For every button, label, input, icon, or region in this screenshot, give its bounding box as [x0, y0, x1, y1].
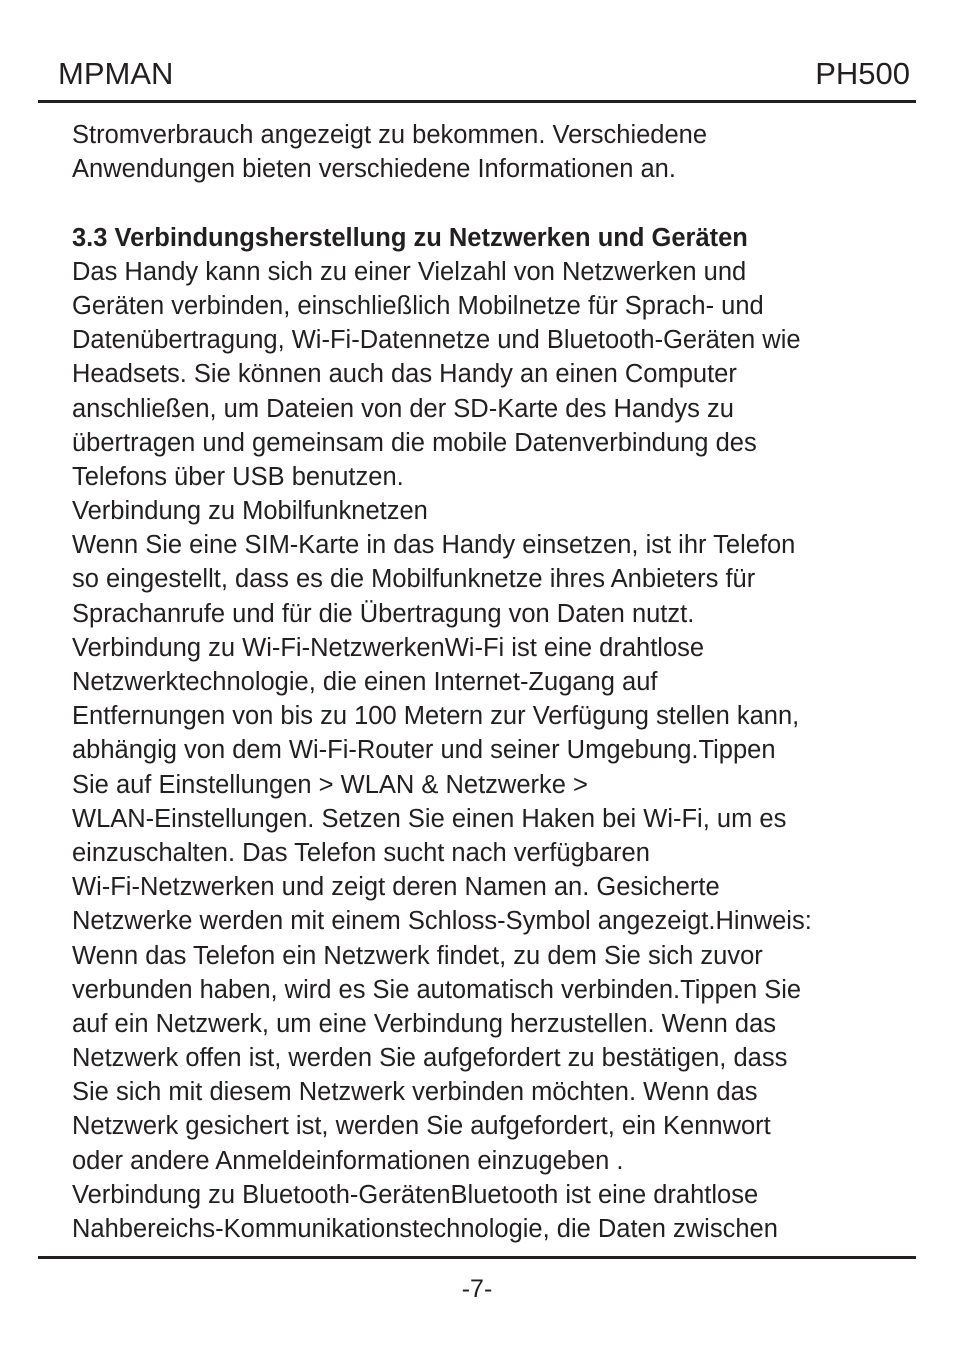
- body-line: einzuschalten. Das Telefon sucht nach verfügbaren: [72, 838, 650, 867]
- body-line: Sprachanrufe und für die Übertragung von Daten nutzt.: [72, 599, 695, 628]
- section-heading: 3.3 Verbindungsherstellung zu Netzwerken und Geräten: [72, 223, 748, 252]
- page-header: [38, 50, 916, 103]
- body-line: Netzwerke werden mit einem Schloss-Symbol angezeigt.Hinweis:: [72, 907, 812, 936]
- body-line: Netzwerk gesichert ist, werden Sie aufgefordert, ein Kennwort: [72, 1112, 771, 1141]
- model-name: PH500: [815, 56, 910, 91]
- body-line: abhängig von dem Wi-Fi-Router und seiner Umgebung.Tippen: [72, 736, 776, 765]
- body-line: Geräten verbinden, einschließlich Mobilnetze für Sprach- und: [72, 291, 764, 320]
- body-line: Verbindung zu Mobilfunknetzen: [72, 497, 428, 526]
- body-line: Anwendungen bieten verschiedene Informationen an.: [72, 155, 676, 184]
- body-line: Netzwerktechnologie, die einen Internet-Zugang auf: [72, 668, 658, 696]
- page-number: -7-: [461, 1275, 493, 1303]
- body-line: so eingestellt, dass es die Mobilfunknetze ihres Anbieters für: [72, 565, 756, 594]
- brand-name: MPMAN: [58, 56, 174, 91]
- body-line: oder andere Anmeldeinformationen einzugeben .: [72, 1146, 624, 1175]
- paragraph-spacer: [72, 186, 902, 220]
- body-line: übertragen und gemeinsam die mobile Datenverbindung des: [72, 428, 757, 457]
- body-line: Datenübertragung, Wi-Fi-Datennetze und Bluetooth-Geräten wie: [72, 326, 801, 355]
- body-line: auf ein Netzwerk, um eine Verbindung herzustellen. Wenn das: [72, 1009, 777, 1038]
- body-line: Telefons über USB benutzen.: [72, 462, 404, 491]
- body-line: Nahbereichs-Kommunikationstechnologie, die Daten zwischen: [72, 1215, 778, 1243]
- body-line: Wenn das Telefon ein Netzwerk findet, zu dem Sie sich zuvor: [72, 941, 763, 970]
- body-line: Verbindung zu Bluetooth-GerätenBluetooth ist eine drahtlose: [72, 1180, 759, 1209]
- body-line: Verbindung zu Wi-Fi-NetzwerkenWi-Fi ist eine drahtlose: [72, 633, 705, 662]
- body-line: Das Handy kann sich zu einer Vielzahl von Netzwerken und: [72, 257, 747, 286]
- body-line: Wenn Sie eine SIM-Karte in das Handy einsetzen, ist ihr Telefon: [72, 531, 796, 560]
- body-line: WLAN-Einstellungen. Setzen Sie einen Haken bei Wi-Fi, um es: [72, 804, 787, 833]
- body-line: verbunden haben, wird es Sie automatisch verbinden.Tippen Sie: [72, 975, 802, 1004]
- body-line: Entfernungen von bis zu 100 Metern zur Verfügung stellen kann,: [72, 702, 800, 731]
- body-line: Netzwerk offen ist, werden Sie aufgefordert zu bestätigen, dass: [72, 1044, 788, 1073]
- page-body: [72, 118, 902, 1246]
- body-line: Headsets. Sie können auch das Handy an einen Computer: [72, 360, 737, 389]
- footer-divider: [38, 1256, 916, 1259]
- body-line: Wi-Fi-Netzwerken und zeigt deren Namen an. Gesicherte: [72, 873, 720, 902]
- body-line: Stromverbrauch angezeigt zu bekommen. Verschiedene: [72, 121, 708, 149]
- body-line: anschließen, um Dateien von der SD-Karte des Handys zu: [72, 394, 734, 423]
- body-line: Sie sich mit diesem Netzwerk verbinden möchten. Wenn das: [72, 1078, 758, 1107]
- body-line: Sie auf Einstellungen > WLAN & Netzwerke >: [72, 770, 588, 799]
